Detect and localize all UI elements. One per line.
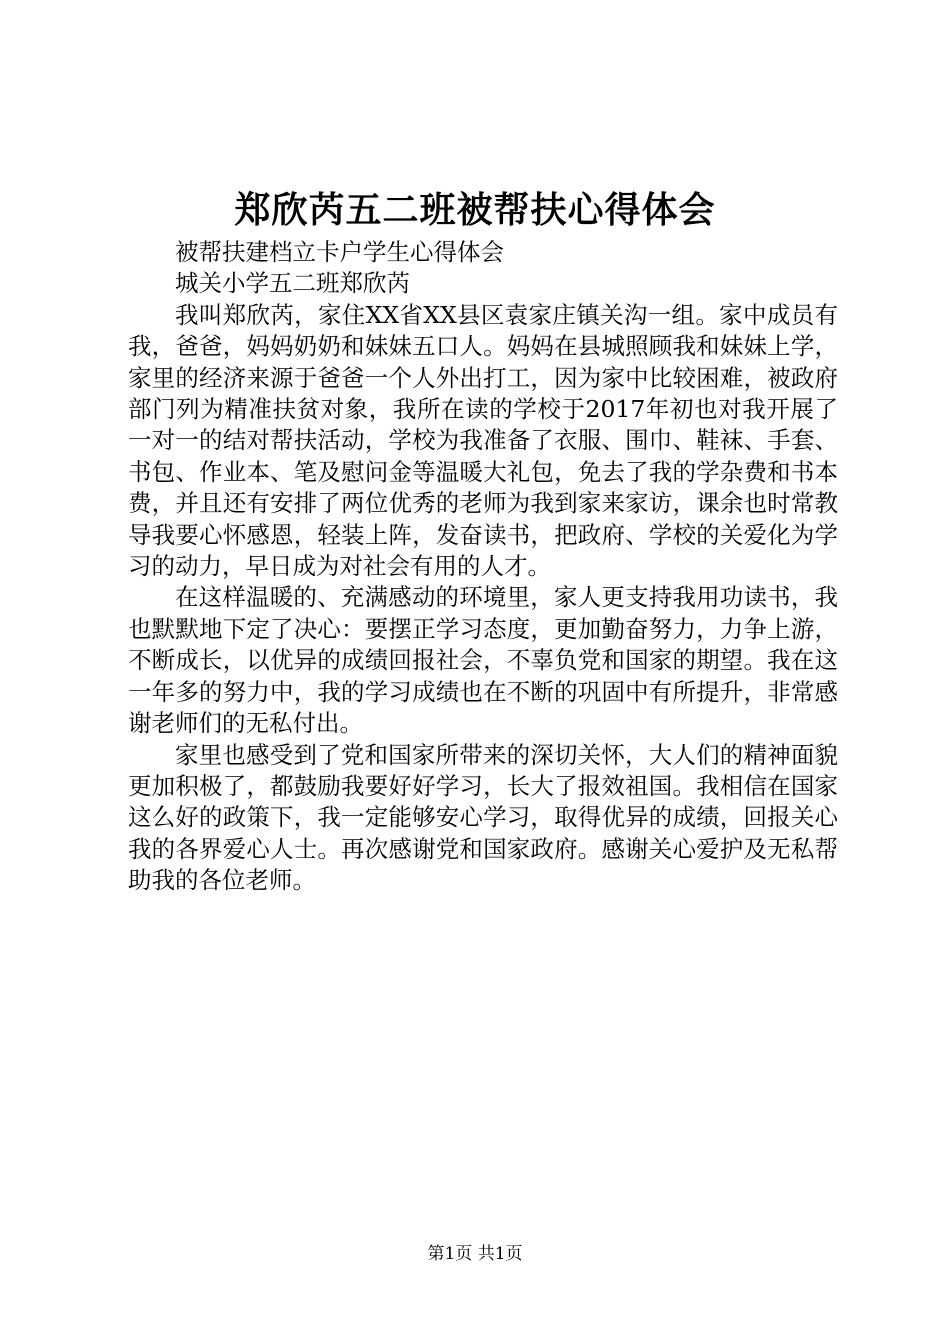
page-footer: 第1页 共1页 bbox=[427, 1244, 523, 1264]
document-body bbox=[128, 237, 838, 897]
document-title: 郑欣芮五二班被帮扶心得体会 bbox=[234, 189, 716, 231]
body-paragraph: 我叫郑欣芮，家住XX省XX县区袁家庄镇关沟一组。家中成员有我，爸爸，妈妈奶奶和妹妹五口人。妈妈在县城照顾我和妹妹上学，家里的经济来源于爸爸一个人外出打工，因为家中比较困难，被政府部门列为精准扶贫对象，我所在读的学校于2017年初也对我开展了一对一的结对帮扶活动，学校为我准备了衣服、围巾、鞋袜、手套、书包、作业本、笔及慰问金等温暖大礼包，免去了我的学杂费和书本费，并且还有安排了两位优秀的老师为我到家来家访，课余也时常教导我要心怀感恩，轻装上阵，发奋读书，把政府、学校的关爱化为学习的动力，早日成为对社会有用的人才。 bbox=[128, 300, 838, 581]
subtitle-paragraph: 被帮扶建档立卡户学生心得体会 bbox=[175, 238, 504, 266]
body-paragraph: 家里也感受到了党和国家所带来的深切关怀，大人们的精神面貌更加积极了，都鼓励我要好好学习，长大了报效祖国。我相信在国家这么好的政策下，我一定能够安心学习，取得优异的成绩，回报关心我的各界爱心人士。再次感谢党和国家政府。感谢关心爱护及无私帮助我的各位老师。 bbox=[128, 740, 838, 895]
body-paragraph: 在这样温暖的、充满感动的环境里，家人更支持我用功读书，我也默默地下定了决心：要摆正学习态度，更加勤奋努力，力争上游，不断成长，以优异的成绩回报社会，不辜负党和国家的期望。我在这一年多的努力中，我的学习成绩也在不断的巩固中有所提升，非常感谢老师们的无私付出。 bbox=[128, 583, 838, 738]
author-line: 城关小学五二班郑欣芮 bbox=[175, 269, 410, 298]
